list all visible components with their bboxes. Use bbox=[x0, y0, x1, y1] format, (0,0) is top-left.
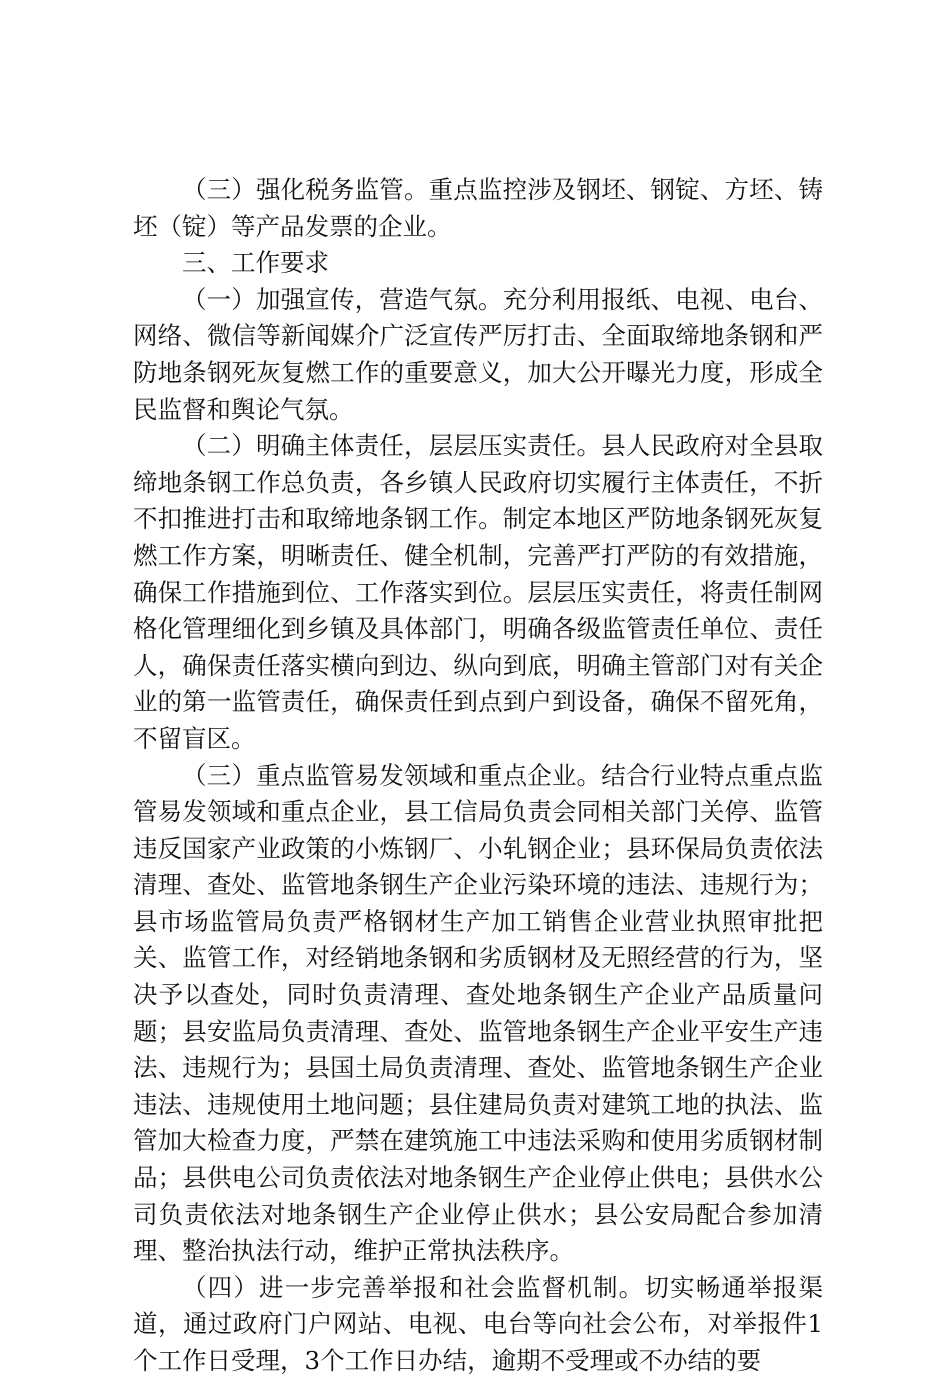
section-heading-work-requirements: 三、工作要求 bbox=[182, 248, 329, 278]
paragraph-publicity: （一）加强宣传，营造气氛。充分利用报纸、电视、电台、网络、微信等新闻媒介广泛宣传严厉打击、全面取缔地条钢和严防地条钢死灰复燃工作的重要意义，加大公开曝光力度，形成全民监督和舆论气氛。 bbox=[133, 284, 823, 424]
document-body bbox=[133, 172, 823, 1380]
paragraph-responsibility: （二）明确主体责任，层层压实责任。县人民政府对全县取缔地条钢工作总负责，各乡镇人民政府切实履行主体责任，不折不扣推进打击和取缔地条钢工作。制定本地区严防地条钢死灰复燃工作方案，明晰责任、健全机制，完善严打严防的有效措施，确保工作措施到位、工作落实到位。层层压实责任，将责任制网格化管理细化到乡镇及具体部门，明确各级监管责任单位、责任人，确保责任落实横向到边、纵向到底，明确主管部门对有关企业的第一监管责任，确保责任到点到户到设备，确保不留死角，不留盲区。 bbox=[133, 431, 823, 753]
paragraph-reporting-mechanism: （四）进一步完善举报和社会监督机制。切实畅通举报渠道，通过政府门户网站、电视、电台等向社会公布，对举报件1个工作日受理，3个工作日办结，逾期不受理或不办结的要 bbox=[133, 1272, 823, 1375]
paragraph-tax-supervision: （三）强化税务监管。重点监控涉及钢坯、钢锭、方坯、铸坯（锭）等产品发票的企业。 bbox=[133, 175, 823, 241]
paragraph-key-supervision: （三）重点监管易发领域和重点企业。结合行业特点重点监管易发领域和重点企业，县工信局负责会同相关部门关停、监管违反国家产业政策的小炼钢厂、小轧钢企业；县环保局负责依法清理、查处、监管地条钢生产企业污染环境的违法、违规行为；县市场监管局负责严格钢材生产加工销售企业营业执照审批把关、监管工作，对经销地条钢和劣质钢材及无照经营的行为，坚决予以查处，同时负责清理、查处地条钢生产企业产品质量问题；县安监局负责清理、查处、监管地条钢生产企业平安生产违法、违规行为；县国土局负责清理、查处、监管地条钢生产企业违法、违规使用土地问题；县住建局负责对建筑工地的执法、监管加大检查力度，严禁在建筑施工中违法采购和使用劣质钢材制品；县供电公司负责依法对地条钢生产企业停止供电；县供水公司负责依法对地条钢生产企业停止供水；县公安局配合参加清理、整治执法行动，维护正常执法秩序。 bbox=[133, 760, 823, 1266]
